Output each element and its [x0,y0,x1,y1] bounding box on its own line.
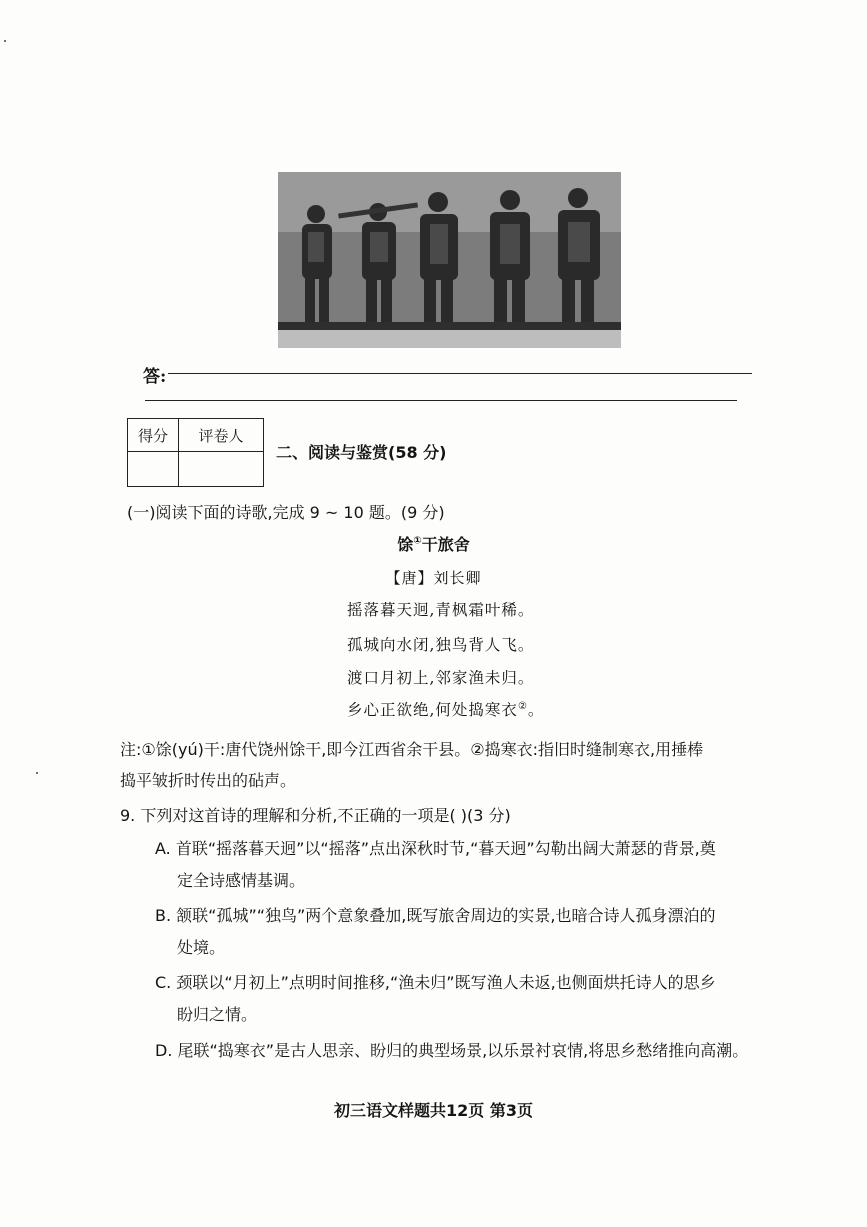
option-d[interactable]: D. 尾联“捣寒衣”是古人思亲、盼归的典型场景,以乐景衬哀情,将思乡愁绪推向高潮。 [155,1041,749,1060]
scan-speck [4,40,6,42]
score-header: 得分 [128,419,179,452]
answer-line[interactable] [168,373,752,374]
option-b-cont: 处境。 [177,938,226,957]
poem-line: 摇落暮天迥,青枫霜叶稀。 [347,601,535,619]
option-a[interactable]: A. 首联“摇落暮天迥”以“摇落”点出深秋时节,“暮天迥”勾勒出阔大萧瑟的背景,奠 [155,839,716,858]
option-b[interactable]: B. 颔联“孤城”“独鸟”两个意象叠加,既写旅舍周边的实景,也暗合诗人孤身漂泊的 [155,906,716,925]
option-c[interactable]: C. 颈联以“月初上”点明时间推移,“渔未归”既写渔人未返,也侧面烘托诗人的思乡 [155,973,716,992]
answer-line[interactable] [145,400,737,401]
statue-photo [278,172,621,348]
question-9: 9. 下列对这首诗的理解和分析,不正确的一项是( )(3 分) [120,806,511,825]
answer-label: 答: [143,367,167,387]
note-line: 注:①馀(yú)干:唐代饶州馀干,即今江西省余干县。②捣寒衣:指旧时缝制寒衣,用捶棒 [120,740,704,759]
poem-line: 孤城向水闭,独鸟背人飞。 [347,636,535,654]
poem-title: 馀①干旅舍 [397,535,470,554]
scan-speck [36,772,38,774]
poem-line: 渡口月初上,邻家渔未归。 [347,669,535,687]
part-intro: (一)阅读下面的诗歌,完成 9 ~ 10 题。(9 分) [127,503,445,522]
score-table [127,418,264,487]
option-c-cont: 盼归之情。 [177,1005,258,1024]
option-a-cont: 定全诗感情基调。 [177,871,306,890]
page-footer: 初三语文样题共12页 第3页 [334,1101,533,1120]
grader-cell[interactable] [179,452,264,487]
poem-line-last: 乡心正欲绝,何处捣寒衣②。 [347,700,545,719]
note-line: 捣平皱折时传出的砧声。 [120,771,297,790]
poem-author: 【唐】刘长卿 [385,569,482,587]
section-title: 二、阅读与鉴赏(58 分) [276,443,447,462]
grader-header: 评卷人 [179,419,264,452]
score-cell[interactable] [128,452,179,487]
